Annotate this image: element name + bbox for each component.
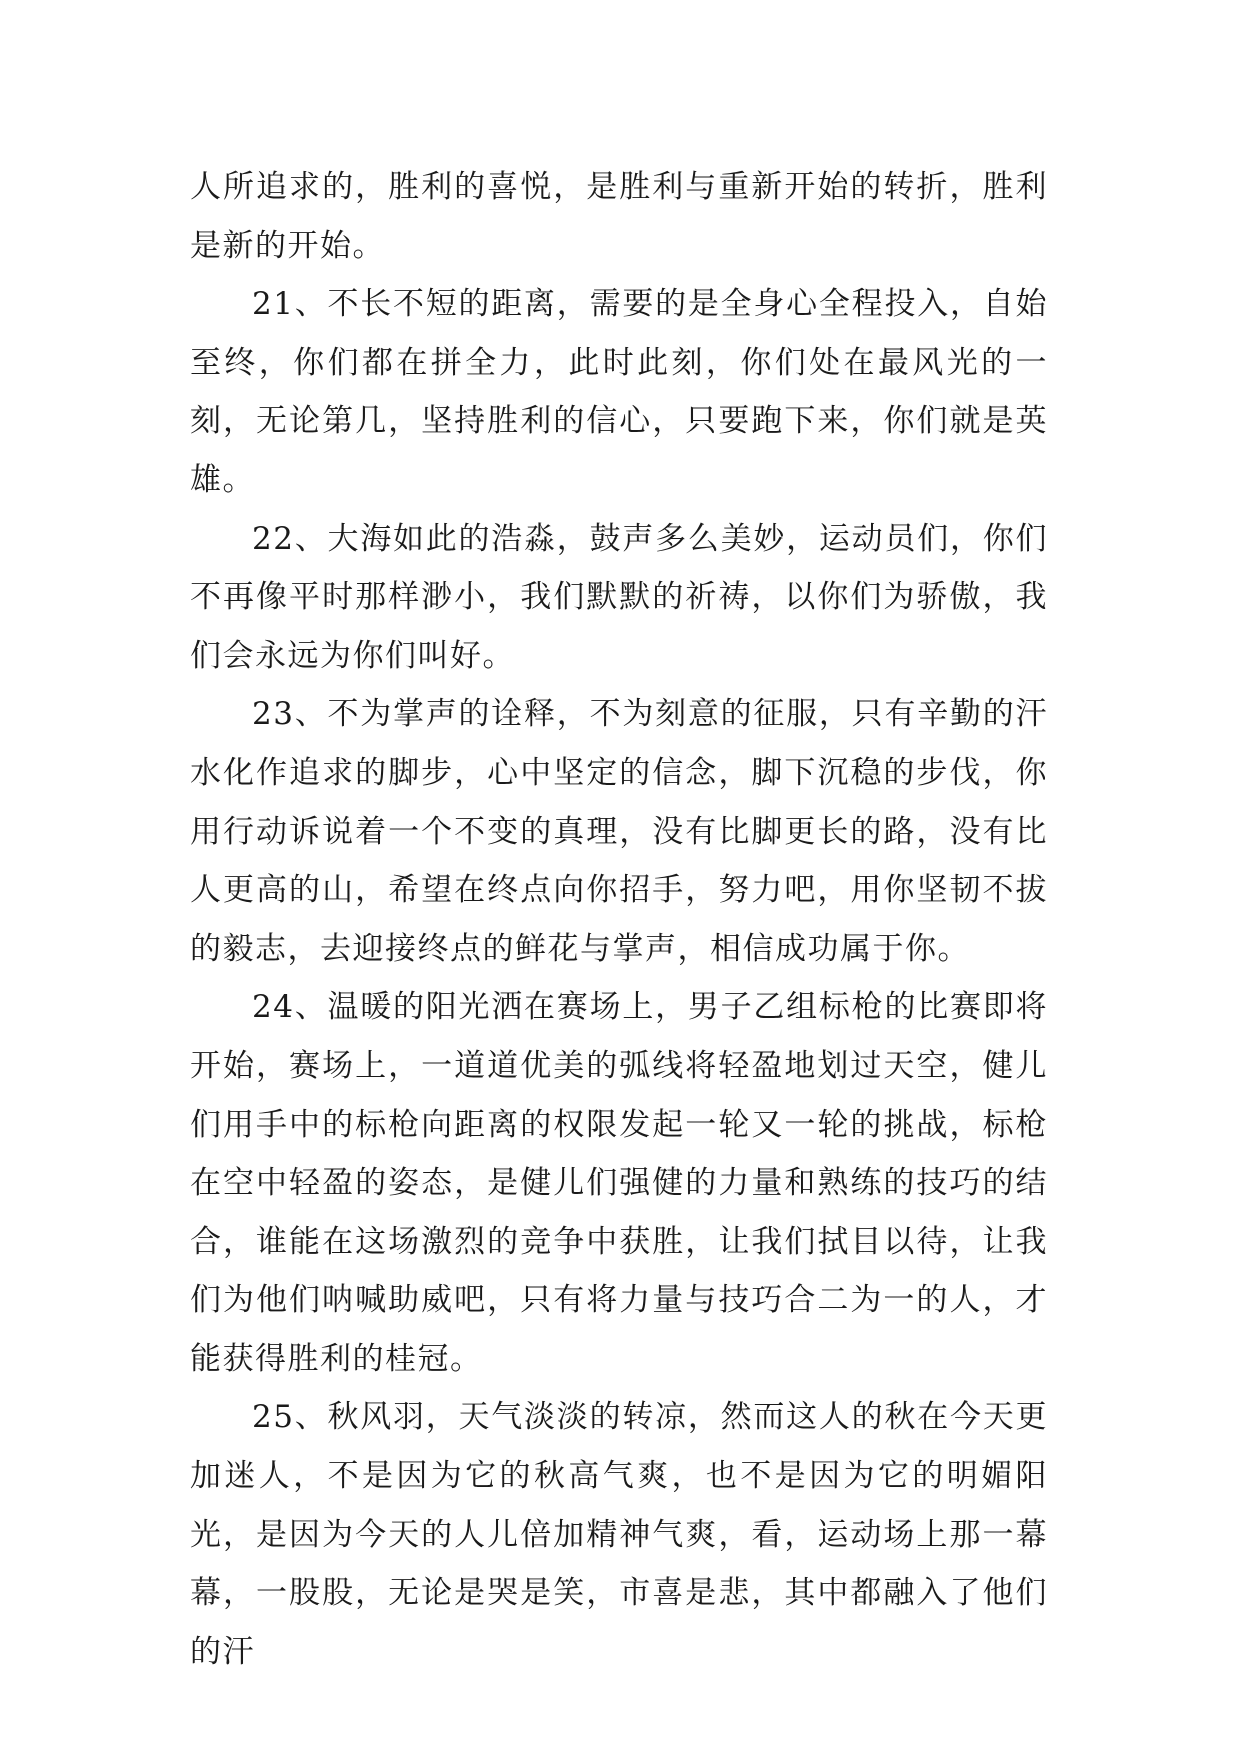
paragraph-continuation: 人所追求的，胜利的喜悦，是胜利与重新开始的转折，胜利是新的开始。 <box>190 169 1048 264</box>
paragraph-25: 25、秋风羽，天气淡淡的转凉，然而这人的秋在今天更加迷人，不是因为它的秋高气爽，也不是因为它的明媚阳光，是因为今天的人儿倍加精神气爽，看，运动场上那一幕幕，一股股，无论是哭是笑，市喜是悲，其中都融入了他们的汗 <box>190 1399 1048 1670</box>
paragraph-22: 22、大海如此的浩淼，鼓声多么美妙，运动员们，你们不再像平时那样渺小，我们默默的祈祷，以你们为骄傲，我们会永远为你们叫好。 <box>190 520 1048 674</box>
paragraph-21: 21、不长不短的距离，需要的是全身心全程投入，自始至终，你们都在拼全力，此时此刻，你们处在最风光的一刻，无论第几，坚持胜利的信心，只要跑下来，你们就是英雄。 <box>190 286 1048 498</box>
paragraph-24: 24、温暖的阳光洒在赛场上，男子乙组标枪的比赛即将开始，赛场上，一道道优美的弧线将轻盈地划过天空，健儿们用手中的标枪向距离的权限发起一轮又一轮的挑战，标枪在空中轻盈的姿态，是健儿们强健的力量和熟练的技巧的结合，谁能在这场激烈的竞争中获胜，让我们拭目以待，让我们为他们呐喊助威吧，只有将力量与技巧合二为一的人，才能获得胜利的桂冠。 <box>190 989 1048 1377</box>
document-body <box>190 158 1048 1681</box>
paragraph-23: 23、不为掌声的诠释，不为刻意的征服，只有辛勤的汗水化作追求的脚步，心中坚定的信念，脚下沉稳的步伐，你用行动诉说着一个不变的真理，没有比脚更长的路，没有比人更高的山，希望在终点向你招手，努力吧，用你坚韧不拔的毅志，去迎接终点的鲜花与掌声，相信成功属于你。 <box>190 696 1048 967</box>
